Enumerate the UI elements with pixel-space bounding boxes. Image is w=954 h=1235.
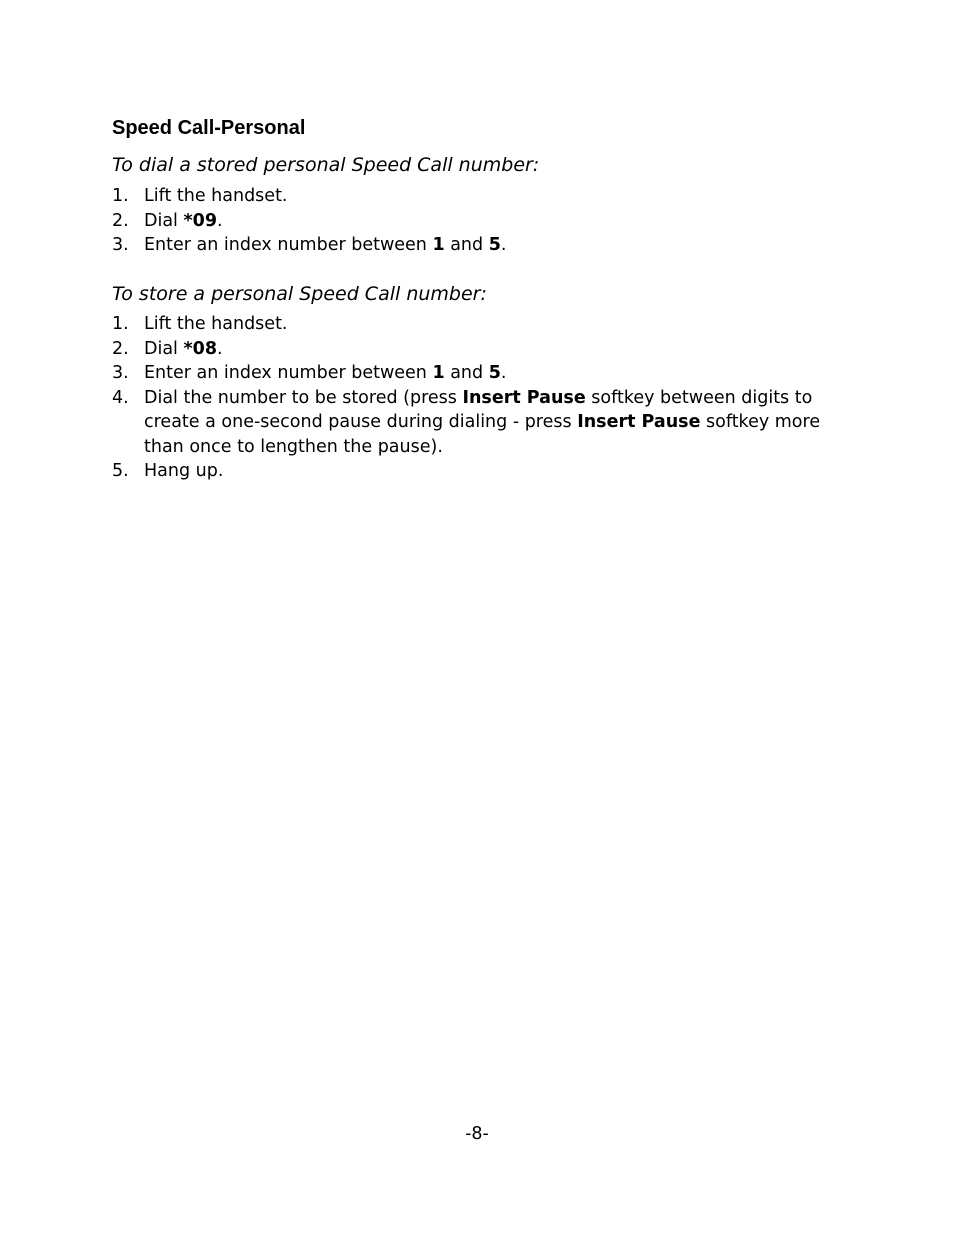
store-steps-list: [112, 312, 852, 484]
dial-steps-list: [112, 184, 852, 258]
dial-code: *09: [183, 210, 218, 231]
insert-pause-softkey: Insert Pause: [462, 387, 586, 408]
step-text: Enter an index number between 1 and 5.: [144, 363, 507, 383]
step-number: 2.: [112, 338, 129, 359]
step-text: Lift the handset.: [144, 186, 288, 206]
index-min: 1: [432, 235, 445, 255]
section-heading: Speed Call-Personal: [112, 117, 306, 139]
index-max: 5: [488, 363, 501, 383]
step-number: 3.: [112, 235, 129, 255]
step-text: Dial the number to be stored (press Insert Pause softkey between digits to create a one-second pause during dialing - press Insert Pause softkey more than once to lengthen the pause).: [144, 387, 821, 457]
index-min: 1: [432, 363, 445, 383]
list-item: [112, 233, 852, 258]
index-max: 5: [488, 235, 501, 255]
list-item: [112, 459, 852, 484]
step-number: 2.: [112, 210, 129, 231]
page-number: -8-: [465, 1124, 489, 1144]
step-text: Hang up.: [144, 461, 224, 481]
list-item: [112, 209, 852, 234]
step-text: Dial *08.: [144, 338, 223, 359]
list-item: [112, 312, 852, 337]
step-text: Enter an index number between 1 and 5.: [144, 235, 507, 255]
list-item: [112, 337, 852, 362]
list-item: [112, 386, 852, 460]
step-text: Dial *09.: [144, 210, 223, 231]
store-code: *08: [183, 338, 218, 359]
list-item: [112, 361, 852, 386]
store-instructions-subtitle: To store a personal Speed Call number:: [112, 283, 487, 305]
step-number: 4.: [112, 387, 129, 408]
list-item: [112, 184, 852, 209]
dial-instructions-subtitle: To dial a stored personal Speed Call number:: [112, 154, 540, 176]
step-number: 1.: [112, 314, 129, 334]
step-text: Lift the handset.: [144, 314, 288, 334]
step-number: 1.: [112, 186, 129, 206]
insert-pause-softkey: Insert Pause: [577, 412, 701, 432]
step-number: 5.: [112, 461, 129, 481]
step-number: 3.: [112, 363, 129, 383]
